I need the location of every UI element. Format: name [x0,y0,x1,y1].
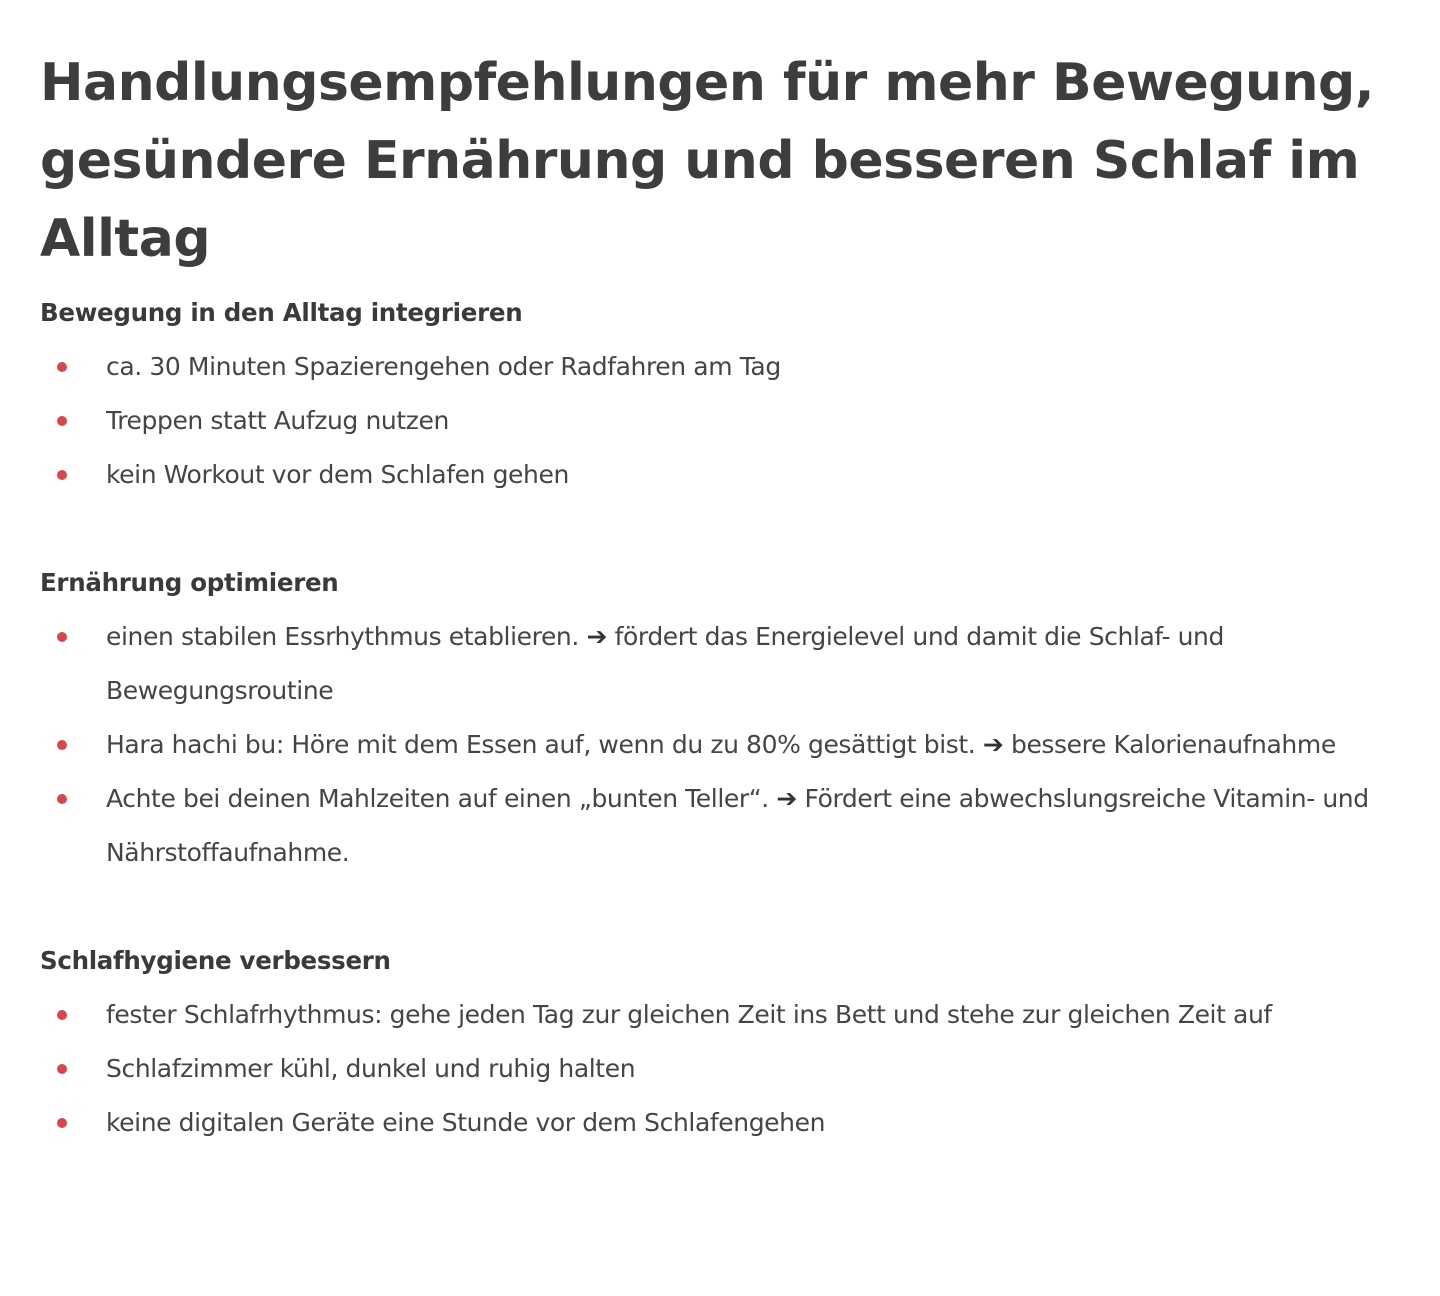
list-item-text: einen stabilen Essrhythmus etablieren. [106,622,579,651]
page-title: Handlungsempfehlungen für mehr Bewegung, gesündere Ernährung und besseren Schlaf im Alltag [40,53,1375,269]
arrow-right-icon: ➔ [982,730,1004,759]
list-item [40,988,1410,1042]
section-heading: Ernährung optimieren [40,568,339,597]
list-item-text: kein Workout vor dem Schlafen gehen [106,460,569,489]
list-item-text: Hara hachi bu: Höre mit dem Essen auf, wenn du zu 80% gesättigt bist. [106,730,976,759]
list-item-text: Treppen statt Aufzug nutzen [106,406,449,435]
bullet-list [40,610,1410,880]
list-item [40,718,1410,772]
arrow-right-icon: ➔ [776,784,797,813]
list-item-text: fördert das Energielevel und damit die Schlaf- und Bewegungsroutine [106,622,1224,705]
bullet-list [40,988,1410,1150]
section-heading: Schlafhygiene verbessern [40,946,391,975]
section-bewegung [40,286,1410,502]
bullet-dot-icon [57,470,67,480]
section-schlafhygiene [40,934,1410,1150]
list-item-text: fester Schlafrhythmus: gehe jeden Tag zur gleichen Zeit ins Bett und stehe zur gleichen Zeit auf [106,1000,1272,1029]
section-ernaehrung [40,556,1410,880]
list-item [40,448,1410,502]
list-item [40,772,1410,880]
list-item-text: ca. 30 Minuten Spazierengehen oder Radfahren am Tag [106,352,781,381]
list-item [40,394,1410,448]
list-item-text: Fördert eine abwechslungsreiche Vitamin- und Nährstoffaufnahme. [106,784,1369,867]
bullet-dot-icon [57,1118,67,1128]
list-item [40,1042,1410,1096]
article [40,44,1410,1150]
bullet-list [40,340,1410,502]
arrow-right-icon: ➔ [586,622,608,651]
list-item-text: keine digitalen Geräte eine Stunde vor dem Schlafengehen [106,1108,826,1137]
bullet-dot-icon [57,1064,67,1074]
list-item-text: Schlafzimmer kühl, dunkel und ruhig halten [106,1054,636,1083]
bullet-dot-icon [57,794,67,804]
bullet-dot-icon [57,632,67,642]
list-item [40,340,1410,394]
section-heading: Bewegung in den Alltag integrieren [40,298,523,327]
bullet-dot-icon [57,416,67,426]
list-item-text: Achte bei deinen Mahlzeiten auf einen „bunten Teller“. [106,784,769,813]
list-item [40,610,1410,718]
bullet-dot-icon [57,362,67,372]
bullet-dot-icon [57,740,67,750]
list-item-text: bessere Kalorienaufnahme [1010,730,1336,759]
bullet-dot-icon [57,1010,67,1020]
list-item [40,1096,1410,1150]
